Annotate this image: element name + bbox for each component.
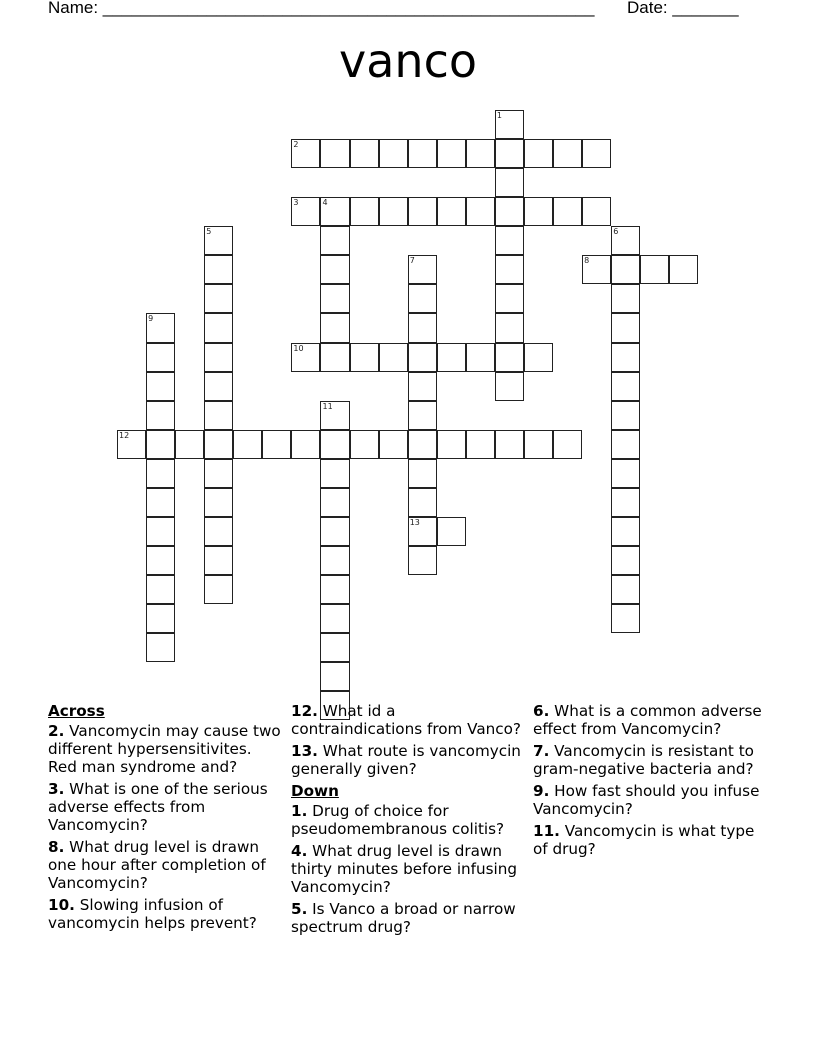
- cell-number: 5: [206, 227, 212, 237]
- cell-number: 1: [496, 111, 502, 120]
- grid-cell[interactable]: [408, 313, 437, 342]
- clue-number: 2.: [48, 722, 65, 740]
- clue-number: 11.: [533, 822, 560, 840]
- clue-text: Vancomycin is resistant to gram-negative bacteria and?: [533, 742, 754, 778]
- clue-text: What is one of the serious adverse effects from Vancomycin?: [48, 780, 268, 834]
- grid-cell[interactable]: [408, 430, 437, 459]
- grid-cell[interactable]: [350, 139, 379, 168]
- grid-cell[interactable]: [437, 343, 466, 372]
- clue-number: 6.: [533, 702, 550, 720]
- grid-cell[interactable]: [146, 372, 175, 401]
- clue-across-13: [291, 742, 531, 778]
- clue-text: How fast should you infuse Vancomycin?: [533, 782, 760, 818]
- grid-cell[interactable]: [320, 197, 349, 226]
- grid-cell[interactable]: [320, 430, 349, 459]
- grid-cell[interactable]: [233, 430, 262, 459]
- clue-across-10: [48, 896, 283, 932]
- grid-cell[interactable]: [204, 488, 233, 517]
- clue-number: 9.: [533, 782, 550, 800]
- grid-cell[interactable]: [495, 284, 524, 313]
- grid-cell[interactable]: [320, 343, 349, 372]
- grid-cell[interactable]: [466, 343, 495, 372]
- clue-number: 10.: [48, 896, 75, 914]
- clue-number: 8.: [48, 838, 65, 856]
- clues-column-2: [291, 702, 531, 940]
- cell-number: 10: [293, 343, 304, 353]
- grid-cell[interactable]: [437, 139, 466, 168]
- grid-cell[interactable]: [146, 488, 175, 517]
- clue-number: 7.: [533, 742, 550, 760]
- clue-text: Vancomycin is what type of drug?: [533, 822, 755, 858]
- grid-cell[interactable]: [611, 372, 640, 401]
- grid-cell[interactable]: [320, 313, 349, 342]
- grid-cell[interactable]: [408, 546, 437, 575]
- grid-cell[interactable]: [495, 139, 524, 168]
- grid-cell[interactable]: [320, 662, 349, 691]
- grid-cell[interactable]: [204, 401, 233, 430]
- grid-cell[interactable]: [611, 226, 640, 255]
- grid-cell[interactable]: [611, 546, 640, 575]
- grid-cell[interactable]: [437, 197, 466, 226]
- grid-cell[interactable]: [408, 343, 437, 372]
- grid-cell[interactable]: [379, 139, 408, 168]
- grid-cell[interactable]: [524, 430, 553, 459]
- cell-number: 4: [322, 198, 328, 208]
- grid-cell[interactable]: [291, 343, 320, 372]
- grid-cell[interactable]: [146, 575, 175, 604]
- clues-column-3: [533, 702, 773, 862]
- grid-cell[interactable]: [320, 488, 349, 517]
- grid-cell[interactable]: [146, 401, 175, 430]
- grid-cell[interactable]: [204, 284, 233, 313]
- clues-column-1: [48, 702, 283, 936]
- grid-cell[interactable]: [437, 430, 466, 459]
- puzzle-title: vanco: [339, 34, 477, 88]
- clue-text: Drug of choice for pseudomembranous colitis?: [291, 802, 505, 838]
- grid-cell[interactable]: [611, 488, 640, 517]
- grid-cell[interactable]: [408, 197, 437, 226]
- clue-down-5: [291, 900, 531, 936]
- clue-down-9: [533, 782, 773, 818]
- grid-cell[interactable]: [553, 139, 582, 168]
- grid-cell[interactable]: [611, 284, 640, 313]
- grid-cell[interactable]: [379, 430, 408, 459]
- clue-text: Slowing infusion of vancomycin helps prevent?: [48, 896, 257, 932]
- grid-cell[interactable]: [320, 517, 349, 546]
- grid-cell[interactable]: [408, 517, 437, 546]
- grid-cell[interactable]: [146, 546, 175, 575]
- clue-text: What id a contraindications from Vanco?: [291, 702, 521, 738]
- clue-number: 5.: [291, 900, 308, 918]
- grid-cell[interactable]: [495, 255, 524, 284]
- grid-cell[interactable]: [408, 284, 437, 313]
- grid-cell[interactable]: [553, 430, 582, 459]
- grid-cell[interactable]: [408, 255, 437, 284]
- date-field-label: Date: _______: [627, 0, 739, 17]
- grid-cell[interactable]: [611, 430, 640, 459]
- grid-cell[interactable]: [611, 255, 640, 284]
- cell-number: 2: [293, 140, 299, 150]
- grid-cell[interactable]: [350, 430, 379, 459]
- grid-cell[interactable]: [146, 313, 175, 342]
- grid-cell[interactable]: [611, 575, 640, 604]
- grid-cell[interactable]: [495, 168, 524, 197]
- grid-cell[interactable]: [437, 517, 466, 546]
- grid-cell[interactable]: [204, 255, 233, 284]
- grid-cell[interactable]: [582, 139, 611, 168]
- grid-cell[interactable]: [146, 604, 175, 633]
- grid-cell[interactable]: [146, 517, 175, 546]
- grid-cell[interactable]: [640, 255, 669, 284]
- grid-cell[interactable]: [495, 343, 524, 372]
- grid-cell[interactable]: [611, 343, 640, 372]
- clue-text: What is a common adverse effect from Vancomycin?: [533, 702, 762, 738]
- clue-down-6: [533, 702, 773, 738]
- grid-cell[interactable]: [204, 517, 233, 546]
- grid-cell[interactable]: [495, 226, 524, 255]
- grid-cell[interactable]: [262, 430, 291, 459]
- grid-cell[interactable]: [291, 139, 320, 168]
- clue-number: 1.: [291, 802, 308, 820]
- clue-text: Is Vanco a broad or narrow spectrum drug?: [291, 900, 516, 936]
- grid-cell[interactable]: [611, 313, 640, 342]
- cell-number: 6: [613, 227, 619, 237]
- grid-cell[interactable]: [204, 343, 233, 372]
- clue-number: 13.: [291, 742, 318, 760]
- grid-cell[interactable]: [582, 197, 611, 226]
- clue-down-7: [533, 742, 773, 778]
- grid-cell[interactable]: [408, 459, 437, 488]
- grid-cell[interactable]: [611, 401, 640, 430]
- grid-cell[interactable]: [320, 226, 349, 255]
- grid-cell[interactable]: [524, 197, 553, 226]
- grid-cell[interactable]: [611, 459, 640, 488]
- grid-cell[interactable]: [204, 459, 233, 488]
- clue-across-12: [291, 702, 531, 738]
- grid-cell[interactable]: [204, 313, 233, 342]
- grid-cell[interactable]: [320, 284, 349, 313]
- clue-down-11: [533, 822, 773, 858]
- grid-cell[interactable]: [320, 604, 349, 633]
- clue-text: What drug level is drawn one hour after completion of Vancomycin?: [48, 838, 266, 892]
- grid-cell[interactable]: [117, 430, 146, 459]
- grid-cell[interactable]: [204, 546, 233, 575]
- grid-cell[interactable]: [320, 459, 349, 488]
- grid-cell[interactable]: [524, 343, 553, 372]
- grid-cell[interactable]: [495, 430, 524, 459]
- grid-cell[interactable]: [466, 430, 495, 459]
- cell-number: 7: [409, 256, 415, 266]
- grid-cell[interactable]: [495, 110, 524, 139]
- grid-cell[interactable]: [320, 255, 349, 284]
- grid-cell[interactable]: [379, 197, 408, 226]
- clue-across-8: [48, 838, 283, 892]
- clue-number: 4.: [291, 842, 308, 860]
- grid-cell[interactable]: [320, 575, 349, 604]
- grid-cell[interactable]: [350, 197, 379, 226]
- grid-cell[interactable]: [611, 604, 640, 633]
- grid-cell[interactable]: [408, 139, 437, 168]
- grid-cell[interactable]: [146, 430, 175, 459]
- clue-across-3: [48, 780, 283, 834]
- grid-cell[interactable]: [669, 255, 698, 284]
- clue-text: What route is vancomycin generally given?: [291, 742, 521, 778]
- cell-number: 11: [322, 401, 333, 411]
- grid-cell[interactable]: [204, 372, 233, 401]
- clue-text: What drug level is drawn thirty minutes before infusing Vancomycin?: [291, 842, 518, 896]
- cell-number: 12: [119, 430, 130, 440]
- across-heading: Across: [48, 702, 105, 720]
- clue-down-1: [291, 802, 531, 838]
- grid-cell[interactable]: [495, 197, 524, 226]
- cell-number: 13: [409, 517, 420, 527]
- grid-cell[interactable]: [146, 459, 175, 488]
- cell-number: 8: [584, 256, 590, 266]
- grid-cell[interactable]: [175, 430, 204, 459]
- down-heading: Down: [291, 782, 339, 800]
- grid-cell[interactable]: [320, 401, 349, 430]
- clue-number: 12.: [291, 702, 318, 720]
- grid-cell[interactable]: [495, 313, 524, 342]
- grid-cell[interactable]: [320, 139, 349, 168]
- cell-number: 3: [293, 198, 299, 208]
- grid-cell[interactable]: [379, 343, 408, 372]
- grid-cell[interactable]: [350, 343, 379, 372]
- grid-cell[interactable]: [553, 197, 582, 226]
- grid-cell[interactable]: [466, 197, 495, 226]
- grid-cell[interactable]: [291, 430, 320, 459]
- grid-cell[interactable]: [320, 546, 349, 575]
- clue-down-4: [291, 842, 531, 896]
- grid-cell[interactable]: [408, 372, 437, 401]
- name-field-label: Name: ____________________________________________________: [48, 0, 595, 17]
- clue-number: 3.: [48, 780, 65, 798]
- grid-cell[interactable]: [204, 575, 233, 604]
- grid-cell[interactable]: [146, 343, 175, 372]
- grid-cell[interactable]: [204, 430, 233, 459]
- grid-cell[interactable]: [582, 255, 611, 284]
- grid-cell[interactable]: [466, 139, 495, 168]
- grid-cell[interactable]: [408, 488, 437, 517]
- grid-cell[interactable]: [146, 633, 175, 662]
- grid-cell[interactable]: [291, 197, 320, 226]
- clue-text: Vancomycin may cause two different hypersensitivites. Red man syndrome and?: [48, 722, 281, 776]
- crossword-grid: [117, 110, 816, 710]
- grid-cell[interactable]: [495, 372, 524, 401]
- grid-cell[interactable]: [204, 226, 233, 255]
- grid-cell[interactable]: [408, 401, 437, 430]
- clue-across-2: [48, 722, 283, 776]
- grid-cell[interactable]: [320, 633, 349, 662]
- cell-number: 9: [148, 314, 154, 324]
- grid-cell[interactable]: [611, 517, 640, 546]
- grid-cell[interactable]: [524, 139, 553, 168]
